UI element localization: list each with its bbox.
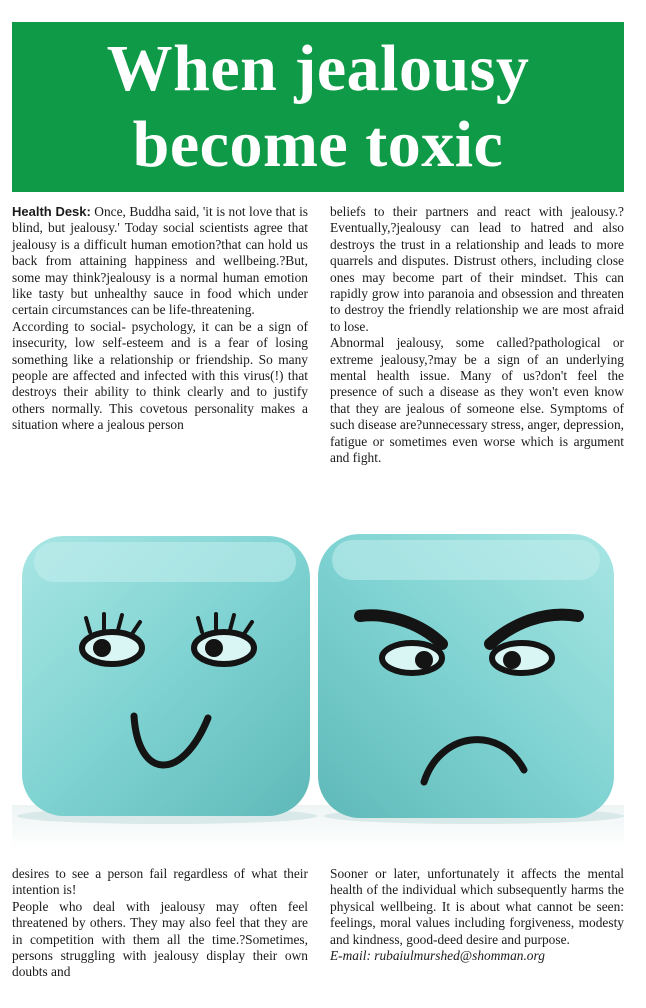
headline-banner [12, 22, 624, 192]
headline-line-1: When jealousy [106, 32, 530, 105]
paragraph: People who deal with jealousy may often feel threatened by others. They may also feel that they are in competition with them all the time.?Sometimes, persons struggling with jealousy display their own doubts and [12, 898, 308, 980]
dice-photo [12, 520, 624, 850]
angry-die [318, 534, 614, 818]
article-column-4 [330, 866, 624, 964]
paragraph: desires to see a person fail regardless of what their intention is! [12, 866, 308, 898]
headline-line-2: become toxic [132, 108, 504, 181]
byline: Health Desk: [12, 204, 91, 219]
paragraph: Sooner or later, unfortunately it affects the mental health of the individual which subsequently harms the physical wellbeing. It is about what cannot be seen: feelings, moral values including forgiveness, modesty and kindness, good-deed desire and purpose. [330, 866, 624, 947]
paragraph-text: Once, Buddha said, 'it is not love that is blind, but jealousy.' Today social scientists agree that jealousy is a difficult human emotion?that can hold us back from attaining happiness and wellbeing.?But, some may think?jealousy is a normal human emotion like tasty but unhealthy sauce in food which under certain circumstances can be life-threatening. [12, 204, 309, 318]
paragraph: beliefs to their partners and react with jealousy.?Eventually,?jealousy can lead to hatred and also destroys the trust in a relationship and leads to more quarrels and disputes. Distrust others, including close ones may become part of their mindset. This can rapidly grow into paranoia and obsession and threaten to destroy the friendly relationship we are most afraid to lose. [330, 204, 624, 334]
paragraph: Abnormal jealousy, some called?pathological or extreme jealousy,?may be a sign of an underlying mental health issue. Many of us?don't feel the presence of such a disease as they won't even know that they are jealous of someone else. Symptoms of such disease are?unnecessary stress, anger, depression, fatigue or sometimes even worse which is argument and fight. [330, 335, 624, 466]
article-column-2 [330, 204, 624, 467]
happy-die [22, 536, 310, 816]
article-column-1 [12, 204, 308, 434]
dice-illustration [12, 520, 624, 850]
author-email: E-mail: rubaiulmurshed@shomman.org [330, 948, 545, 964]
article-column-3 [12, 866, 308, 981]
paragraph [12, 204, 308, 319]
paragraph: According to social- psychology, it can be a sign of insecurity, low self-esteem and is a fear of losing something like a relationship or friendship. So many people are affected and infected with this virus(!) that destroys their ability to think clearly and to justify others normally. This covetous personality makes a situation where a jealous person [12, 318, 308, 433]
